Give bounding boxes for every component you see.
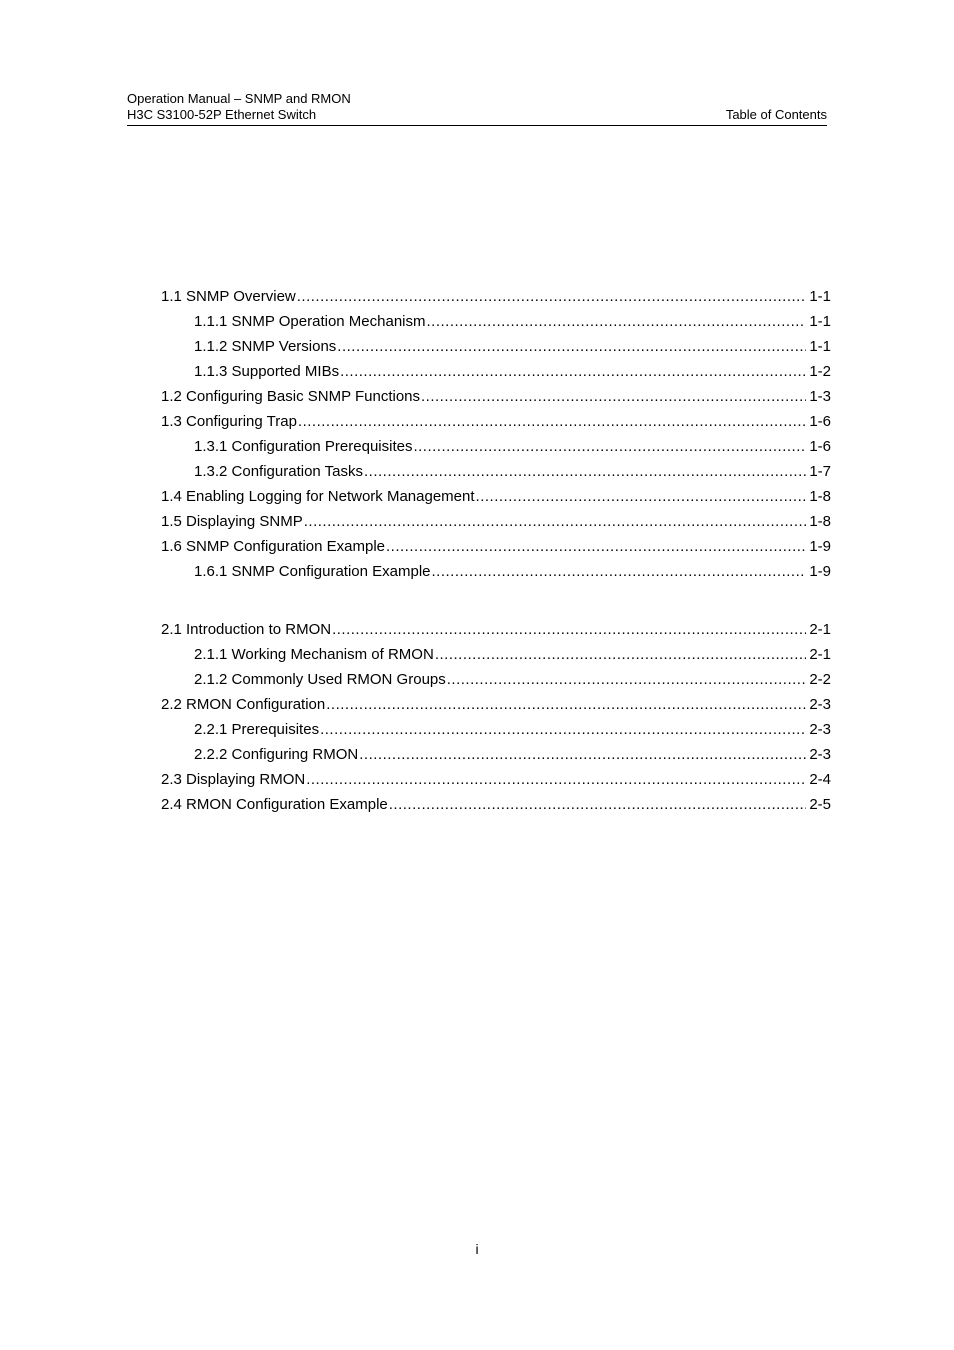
toc-dot-leader bbox=[337, 337, 806, 357]
toc-entry-page: 1-8 bbox=[809, 488, 831, 505]
toc-entry-title: 1.5 Displaying SNMP bbox=[161, 513, 303, 530]
toc-entry[interactable] bbox=[161, 770, 831, 790]
toc-dot-leader bbox=[326, 695, 806, 715]
toc-entry-page: 1-7 bbox=[809, 463, 831, 480]
toc-entry-page: 1-1 bbox=[809, 288, 831, 305]
toc-entry-page: 1-2 bbox=[809, 363, 831, 380]
toc-entry-title: 2.1 Introduction to RMON bbox=[161, 621, 332, 638]
toc-dot-leader bbox=[340, 362, 806, 382]
toc-dot-leader bbox=[332, 620, 806, 640]
toc-entry-title: 1.4 Enabling Logging for Network Management bbox=[161, 488, 475, 505]
toc-entry-page: 2-5 bbox=[809, 796, 831, 813]
toc-entry-page: 2-1 bbox=[809, 621, 831, 638]
toc-dot-leader bbox=[421, 387, 806, 407]
toc-entry-title: 2.2.1 Prerequisites bbox=[194, 721, 320, 738]
toc-dot-leader bbox=[413, 437, 806, 457]
toc-entry-title: 1.1.2 SNMP Versions bbox=[194, 338, 337, 355]
toc-entry[interactable] bbox=[161, 287, 831, 307]
toc-entry-page: 1-9 bbox=[809, 538, 831, 555]
toc-entry-page: 1-1 bbox=[809, 338, 831, 355]
toc-dot-leader bbox=[364, 462, 806, 482]
toc-dot-leader bbox=[427, 312, 807, 332]
toc-entry-page: 2-4 bbox=[809, 771, 831, 788]
toc-dot-leader bbox=[389, 795, 807, 815]
toc-entry-page: 1-6 bbox=[809, 438, 831, 455]
toc-entry[interactable] bbox=[194, 362, 831, 382]
toc-entry[interactable] bbox=[194, 645, 831, 665]
toc-dot-leader bbox=[304, 512, 807, 532]
toc-dot-leader bbox=[306, 770, 806, 790]
toc-entry-title: 1.2 Configuring Basic SNMP Functions bbox=[161, 388, 421, 405]
toc-entry-page: 2-3 bbox=[809, 721, 831, 738]
toc-entry[interactable] bbox=[161, 695, 831, 715]
toc-dot-leader bbox=[320, 720, 806, 740]
toc-entry[interactable] bbox=[194, 462, 831, 482]
page-header bbox=[127, 90, 827, 126]
toc-entry-title: 2.2 RMON Configuration bbox=[161, 696, 326, 713]
toc-entry[interactable] bbox=[161, 387, 831, 407]
page-number: i bbox=[475, 1241, 479, 1257]
toc-entry[interactable] bbox=[194, 720, 831, 740]
toc-entry[interactable] bbox=[161, 795, 831, 815]
toc-entry-title: 2.1.2 Commonly Used RMON Groups bbox=[194, 671, 446, 688]
toc-dot-leader bbox=[435, 645, 807, 665]
toc-entry[interactable] bbox=[194, 670, 831, 690]
toc-entry-title: 1.6 SNMP Configuration Example bbox=[161, 538, 386, 555]
header-left bbox=[127, 91, 351, 123]
toc-entry-page: 1-1 bbox=[809, 313, 831, 330]
toc-entry-page: 2-2 bbox=[809, 671, 831, 688]
toc-entry-title: 2.1.1 Working Mechanism of RMON bbox=[194, 646, 434, 663]
toc-entry-title: 1.6.1 SNMP Configuration Example bbox=[194, 563, 431, 580]
toc-entry[interactable] bbox=[194, 312, 831, 332]
toc-dot-leader bbox=[359, 745, 806, 765]
toc-dot-leader bbox=[476, 487, 807, 507]
toc-entry-page: 2-3 bbox=[809, 746, 831, 763]
toc-entry-title: 1.1 SNMP Overview bbox=[161, 288, 296, 305]
toc-entry-title: 1.3 Configuring Trap bbox=[161, 413, 297, 430]
toc-entry-page: 2-1 bbox=[809, 646, 831, 663]
toc-dot-leader bbox=[298, 412, 806, 432]
toc-entry[interactable] bbox=[194, 562, 831, 582]
toc-entry-page: 1-6 bbox=[809, 413, 831, 430]
toc-entry[interactable] bbox=[194, 337, 831, 357]
toc-entry-page: 1-9 bbox=[809, 563, 831, 580]
toc-entry[interactable] bbox=[194, 745, 831, 765]
toc-dot-leader bbox=[447, 670, 807, 690]
toc-entry-page: 2-3 bbox=[809, 696, 831, 713]
header-section-name: Table of Contents bbox=[725, 107, 827, 122]
toc-entry-page: 1-8 bbox=[809, 513, 831, 530]
toc-entry[interactable] bbox=[161, 512, 831, 532]
toc-entry-title: 1.1.3 Supported MIBs bbox=[194, 363, 340, 380]
toc-entry[interactable] bbox=[194, 437, 831, 457]
toc-entry-title: 2.4 RMON Configuration Example bbox=[161, 796, 388, 813]
toc-entry-title: 2.2.2 Configuring RMON bbox=[194, 746, 359, 763]
header-manual-title: Operation Manual – SNMP and RMON bbox=[127, 91, 351, 106]
toc-dot-leader bbox=[297, 287, 807, 307]
toc-entry[interactable] bbox=[161, 537, 831, 557]
toc-entry-title: 1.1.1 SNMP Operation Mechanism bbox=[194, 313, 426, 330]
toc-entry-title: 1.3.1 Configuration Prerequisites bbox=[194, 438, 413, 455]
header-product-name: H3C S3100-52P Ethernet Switch bbox=[127, 107, 317, 122]
toc-dot-leader bbox=[432, 562, 807, 582]
toc-dot-leader bbox=[386, 537, 806, 557]
toc-entry[interactable] bbox=[161, 412, 831, 432]
toc-entry-title: 1.3.2 Configuration Tasks bbox=[194, 463, 363, 480]
toc-entry-title: 2.3 Displaying RMON bbox=[161, 771, 306, 788]
toc-entry-page: 1-3 bbox=[809, 388, 831, 405]
toc-entry[interactable] bbox=[161, 620, 831, 640]
toc-entry[interactable] bbox=[161, 487, 831, 507]
